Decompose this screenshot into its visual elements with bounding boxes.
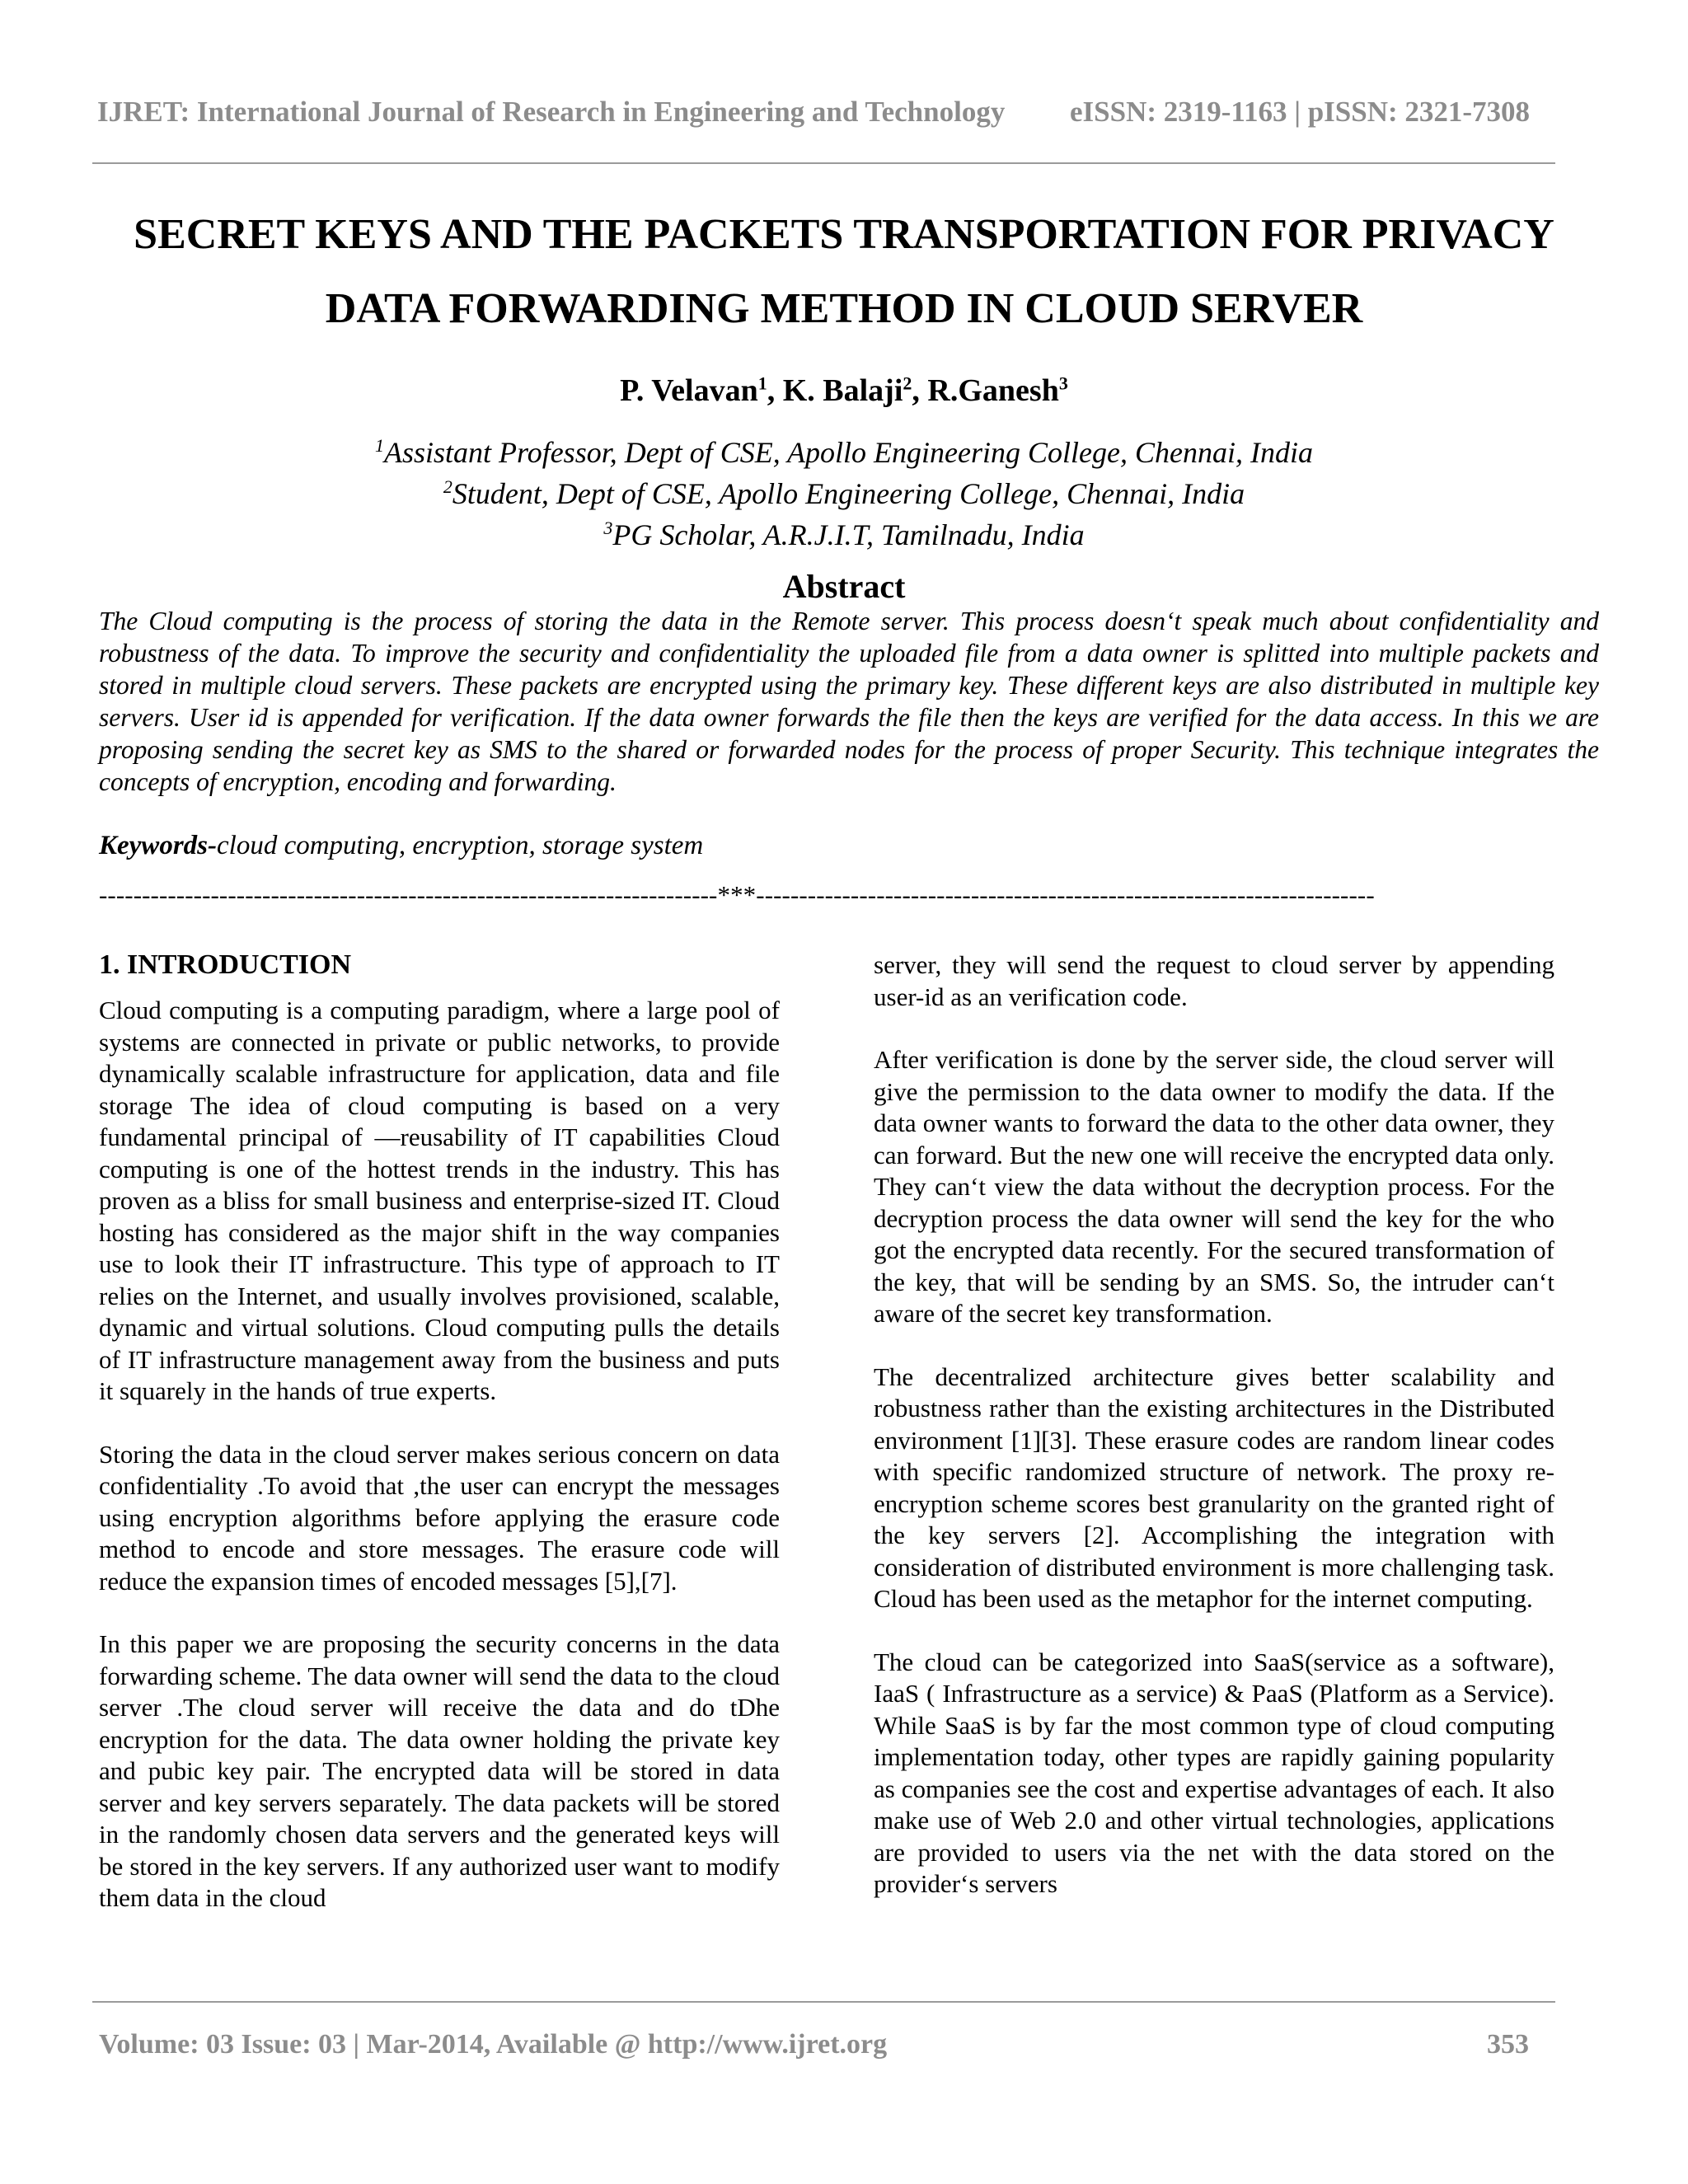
affiliation-text: Student, Dept of CSE, Apollo Engineering College, Chennai, India [452,477,1245,510]
body-paragraph: Cloud computing is a computing paradigm, where a large pool of systems are connected in private or public networks, to provide dynamically scalable infrastructure for application, data and file storage The idea of cloud computing is based on a very fundamental principal of ―reusability of IT capabilities Cloud computing is one of the hottest trends in the industry. This has proven as a bliss for small business and enterprise-sized IT. Cloud hosting has considered as the major shift in the way companies use to look their IT infrastructure. This type of approach to IT relies on the Internet, and usually involves provisioned, scalable, dynamic and virtual solutions. Cloud computing pulls the details of IT infrastructure management away from the business and puts it squarely in the hands of true experts. [99,996,780,1405]
body-paragraph: The decentralized architecture gives better scalability and robustness rather than the existing architectures in the Distributed environment [1][3]. These erasure codes are random linear codes with specific randomized structure of network. The proxy re-encryption scheme scores best granularity on the granted right of the key servers [2]. Accomplishing the integration with consideration of distributed environment is more challenging task. Cloud has been used as the metaphor for the internet computing. [874,1361,1554,1613]
body-paragraph: In this paper we are proposing the security concerns in the data forwarding scheme. The data owner will send the data to the cloud server .The cloud server will receive the data and do tDhe encryption for the data. The data owner holding the private key and pubic key pair. The encrypted data will be stored in data server and key servers separately. The data packets will be stored in the randomly chosen data servers and the generated keys will be stored in the key servers. If any authorized user want to modify them data in the cloud [99,1629,780,1912]
title-line-2: DATA FORWARDING METHOD IN CLOUD SERVER [325,285,1363,332]
author-mark: 3 [1058,373,1068,394]
author-sep: , [912,373,928,408]
abstract-text: The Cloud computing is the process of storing the data in the Remote server. This process doesn‘t speak much about confidentiality and robustness of the data. To improve the security and confidentiality the uploaded file from a data owner is splitted into multiple packets and stored in multiple cloud servers. These packets are encrypted using the primary key. These different keys are also distributed in multiple key servers. User id is appended for verification. If the data owner forwards the file then the keys are verified for the data access. In this we are proposing sending the secret key as SMS to the shared or forwarded nodes for the process of proper Security. This technique integrates the concepts of encryption, encoding and forwarding. [99,607,1599,796]
issn-header: eISSN: 2319-1163 | pISSN: 2321-7308 [1070,96,1531,128]
body-paragraph: Storing the data in the cloud server makes serious concern on data confidentiality .To avoid that ,the user can encrypt the messages using encryption algorithms before applying the erasure code method to encode and store messages. The erasure code will reduce the expansion times of encoded messages [5],[7]. [99,1439,780,1596]
section-separator: ------------------------------------------------------------------------***------------------------------------------------------------------------ [99,880,1375,909]
author-name: R.Ganesh [927,373,1059,408]
author-name: P. Velavan [620,373,758,408]
affiliation-3 [82,511,1606,552]
journal-header: IJRET: International Journal of Research in Engineering and Technology [97,96,1006,128]
affiliation-text: Assistant Professor, Dept of CSE, Apollo Engineering College, Chennai, India [384,436,1313,469]
page-number: 353 [1487,2029,1529,2060]
affiliation-2 [82,470,1606,511]
author-name: K. Balaji [782,373,903,408]
affiliation-mark: 3 [603,518,613,538]
header-rule [92,162,1555,164]
body-paragraph: The cloud can be categorized into SaaS(service as a software), IaaS ( Infrastructure as a service) & PaaS (Platform as a Service). While SaaS is by far the most common type of cloud computing implementation today, other types are rapidly gaining popularity as companies see the cost and expertise advantages of each. It also make use of Web 2.0 and other virtual technologies, applications are provided to users via the net with the data stored on the provider‘s servers [874,1647,1554,1898]
affiliation-text: PG Scholar, A.R.J.I.T, Tamilnadu, India [612,518,1085,551]
affiliation-1 [82,429,1606,470]
author-mark: 1 [757,373,767,394]
paper-title [82,198,1606,346]
footer-volume: Volume: 03 Issue: 03 | Mar-2014, Available @ http://www.ijret.org [99,2029,888,2060]
keywords-label: Keywords- [99,831,217,860]
body-paragraph: server, they will send the request to cloud server by appending user-id as an verification code. [874,950,1554,1011]
left-column [99,995,780,1946]
keywords [99,831,703,861]
affiliation-mark: 2 [443,476,452,497]
affiliations [82,429,1606,552]
author-mark: 2 [903,373,912,394]
affiliation-mark: 1 [375,435,385,456]
author-sep: , [767,373,783,408]
section-heading-introduction: 1. INTRODUCTION [99,949,352,980]
abstract-heading: Abstract [782,568,906,605]
right-column [874,949,1554,1932]
keywords-text: cloud computing, encryption, storage system [217,831,704,860]
title-line-1: SECRET KEYS AND THE PACKETS TRANSPORTATION FOR PRIVACY [134,211,1554,258]
body-paragraph: After verification is done by the server side, the cloud server will give the permission to the data owner to modify the data. If the data owner wants to forward the data to the other data owner, they can forward. But the new one will receive the encrypted data only. They can‘t view the data without the decryption process. For the decryption process the data owner will send the key for the who got the encrypted data recently. For the secured transformation of the key, that will be sending by an SMS. So, the intruder can‘t aware of the secret key transformation. [874,1045,1554,1328]
footer-rule [92,2001,1555,2003]
author-list [82,373,1606,409]
